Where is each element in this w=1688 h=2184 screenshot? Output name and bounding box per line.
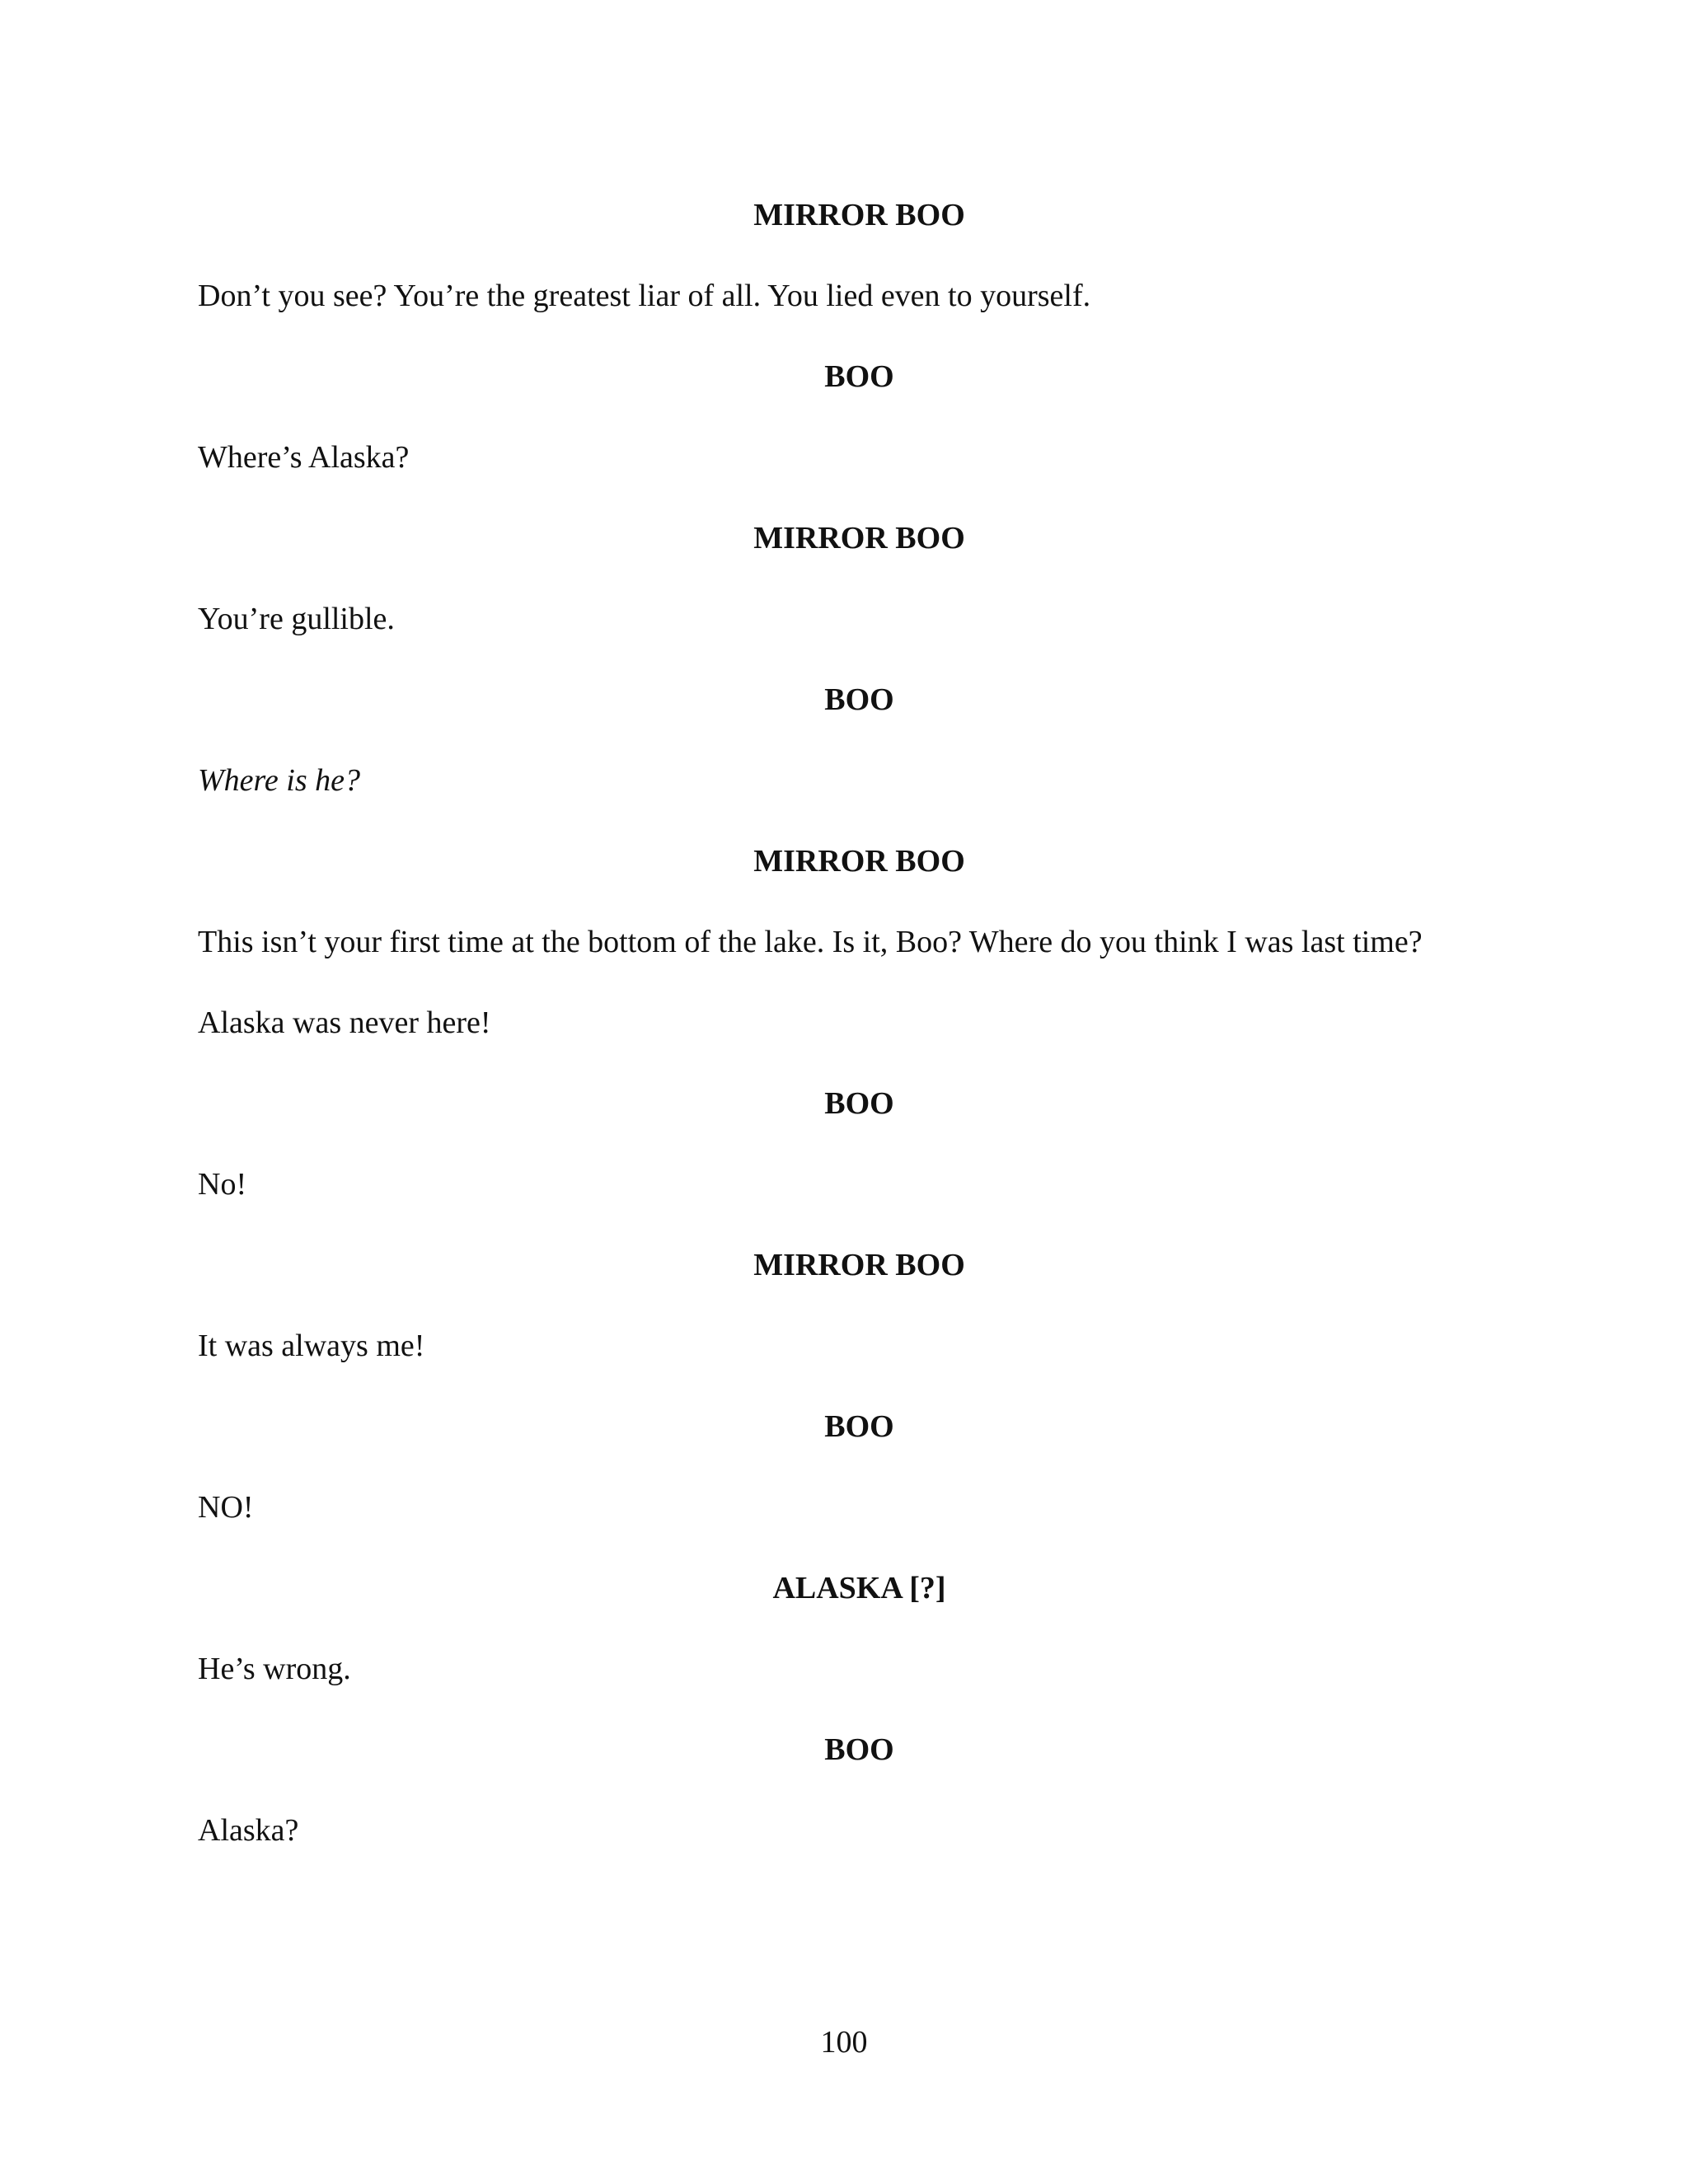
character-name: MIRROR BOO <box>753 844 965 879</box>
dialogue-line: Where’s Alaska? <box>198 440 410 475</box>
dialogue-line: NO! <box>198 1490 254 1525</box>
dialogue-line: It was always me! <box>198 1329 425 1363</box>
character-name: MIRROR BOO <box>753 1248 965 1282</box>
dialogue-line: Alaska? <box>198 1813 299 1848</box>
character-name: MIRROR BOO <box>753 198 965 232</box>
script-body <box>198 194 1492 1890</box>
dialogue-line: You’re gullible. <box>198 602 395 636</box>
character-name: BOO <box>824 359 894 394</box>
dialogue-line: Where is he? <box>198 763 360 798</box>
character-name: BOO <box>824 1409 894 1444</box>
character-name: BOO <box>824 682 894 717</box>
character-name: BOO <box>824 1086 894 1121</box>
dialogue-line: No! <box>198 1167 247 1202</box>
character-name: MIRROR BOO <box>753 521 965 555</box>
dialogue-line: This isn’t your first time at the bottom of the lake. Is it, Boo? Where do you think I was last time? Alaska was never here! <box>198 925 1423 1040</box>
dialogue-line: Don’t you see? You’re the greatest liar of all. You lied even to yourself. <box>198 279 1091 313</box>
dialogue-line: He’s wrong. <box>198 1652 351 1686</box>
character-name: ALASKA [?] <box>772 1571 946 1605</box>
page-number: 100 <box>820 2025 868 2060</box>
character-name: BOO <box>824 1732 894 1767</box>
